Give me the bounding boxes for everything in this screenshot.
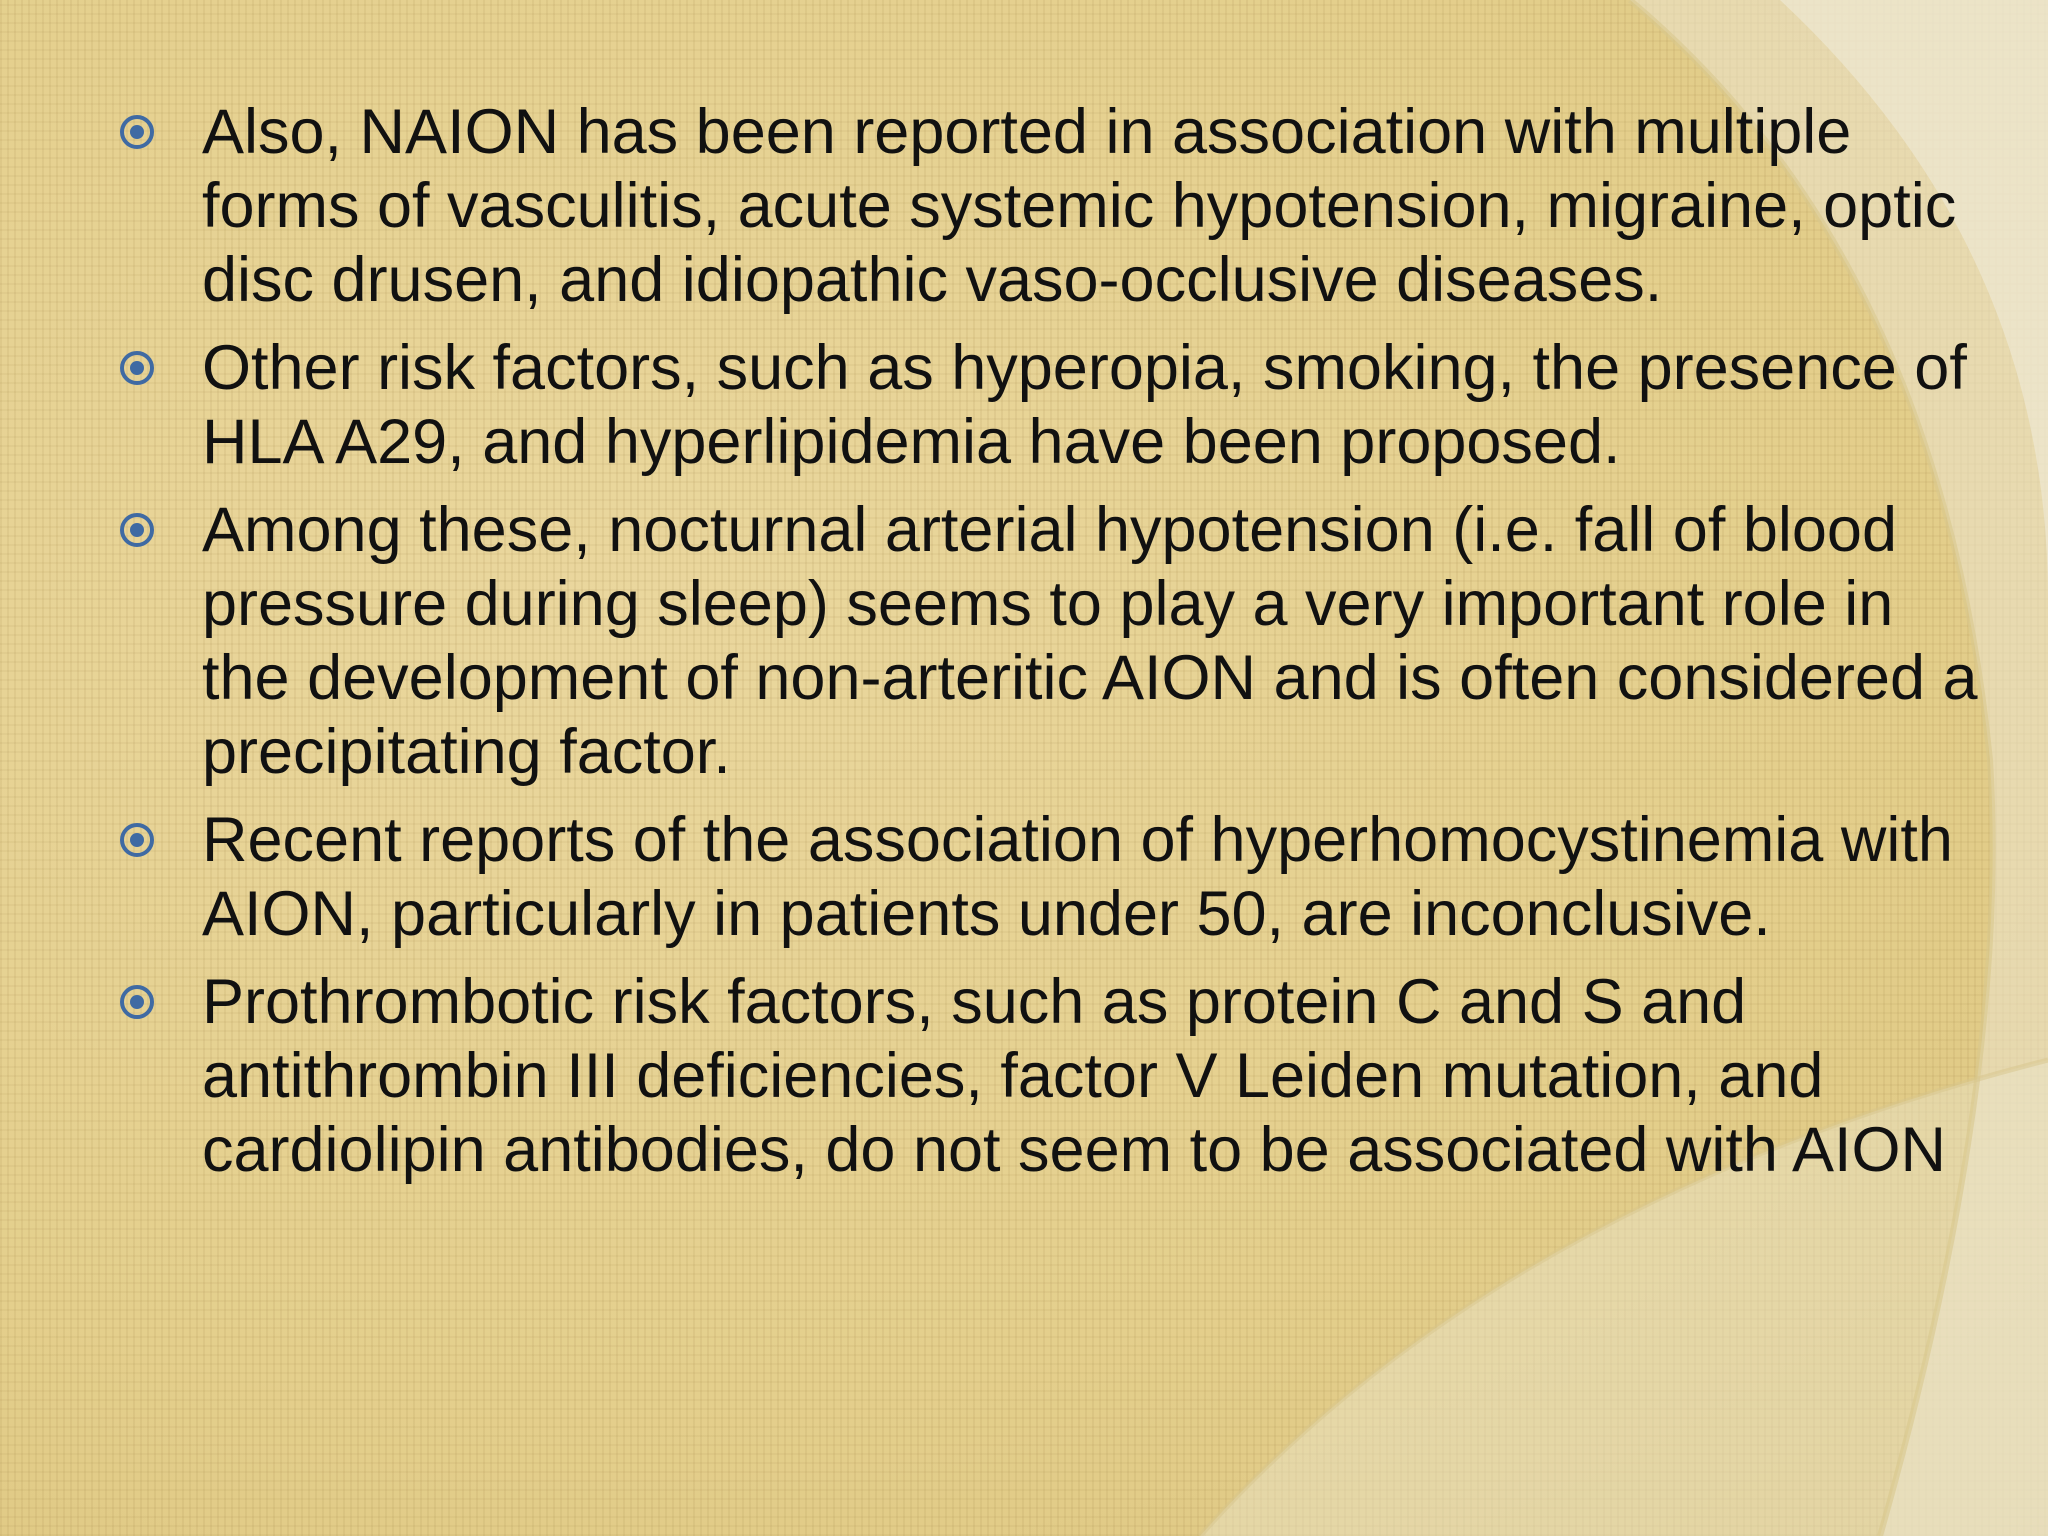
bullet-item [118, 965, 1998, 1187]
circled-dot-icon [118, 821, 156, 859]
bullet-text: Also, NAION has been reported in association with multiple forms of vasculitis, acute systemic hypotension, migraine, optic disc drusen, and idiopathic vaso-occlusive diseases. [202, 97, 1957, 315]
bullet-list [118, 95, 1998, 1201]
circled-dot-icon [118, 511, 156, 549]
bullet-item [118, 803, 1998, 951]
circled-dot-icon [118, 983, 156, 1021]
bullet-text: Prothrombotic risk factors, such as protein C and S and antithrombin III deficiencies, factor V Leiden mutation, and cardiolipin antibodies, do not seem to be associated with AION [202, 967, 1947, 1185]
bullet-text: Among these, nocturnal arterial hypotension (i.e. fall of blood pressure during sleep) seems to play a very important role in the development of non-arteritic AION and is often considered a precipitating factor. [202, 495, 1978, 787]
bullet-item [118, 331, 1998, 479]
bullet-item [118, 95, 1998, 317]
circled-dot-icon [118, 349, 156, 387]
circled-dot-icon [118, 113, 156, 151]
bullet-text: Recent reports of the association of hyperhomocystinemia with AION, particularly in patients under 50, are inconclusive. [202, 805, 1953, 949]
bullet-text: Other risk factors, such as hyperopia, smoking, the presence of HLA A29, and hyperlipidemia have been proposed. [202, 333, 1967, 477]
bullet-item [118, 493, 1998, 789]
